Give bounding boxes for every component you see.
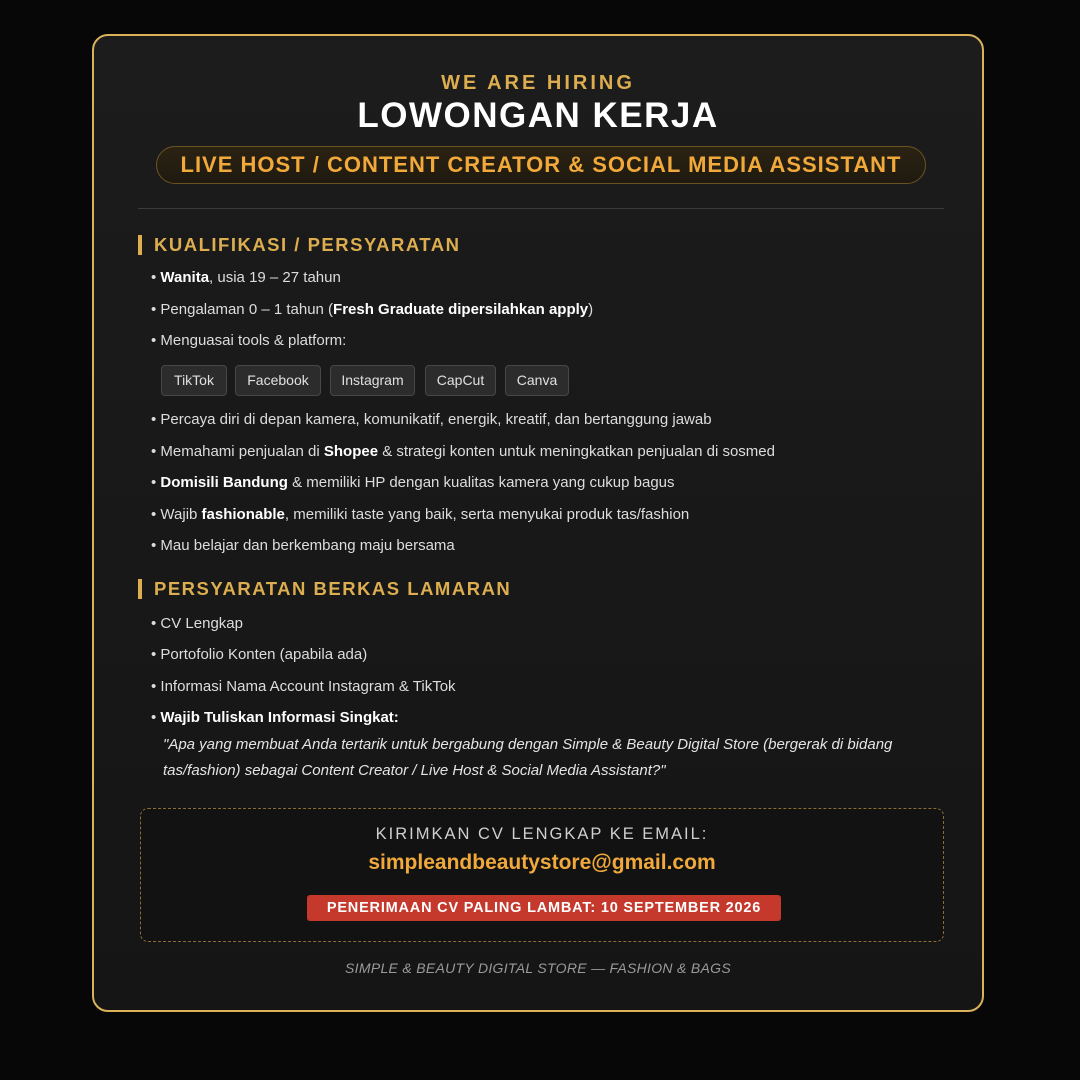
tool-tag-instagram: Instagram	[330, 365, 415, 396]
poster-title: LOWONGAN KERJA	[357, 96, 719, 135]
list-item: • Pengalaman 0 – 1 tahun (Fresh Graduate dipersilahkan apply)	[151, 301, 594, 318]
email-label: KIRIMKAN CV LENGKAP KE EMAIL:	[375, 825, 709, 843]
position-pill: LIVE HOST / CONTENT CREATOR & SOCIAL MEDIA ASSISTANT	[156, 146, 926, 184]
email-address[interactable]: simpleandbeautystore@gmail.com	[368, 851, 716, 874]
job-poster-card	[92, 34, 984, 1012]
question-quote: "Apa yang membuat Anda tertarik untuk bergabung dengan Simple & Beauty Digital Store (bergerak di bidang tas/fashion) sebagai Content Creator / Live Host & Social Media Assistant?"	[163, 736, 893, 779]
deadline-badge: PENERIMAAN CV PALING LAMBAT: 10 SEPTEMBER 2026	[307, 895, 781, 921]
list-item: • Wanita, usia 19 – 27 tahun	[151, 269, 341, 286]
list-item: • CV Lengkap	[151, 615, 243, 632]
list-item: • Memahami penjualan di Shopee & strategi konten untuk meningkatkan penjualan di sosmed	[151, 443, 775, 460]
list-item: • Informasi Nama Account Instagram & TikTok	[151, 678, 456, 695]
list-item: • Wajib fashionable, memiliki taste yang baik, serta menyukai produk tas/fashion	[151, 506, 690, 523]
hiring-eyebrow: WE ARE HIRING	[441, 72, 635, 94]
list-item: • Mau belajar dan berkembang maju bersama	[151, 537, 455, 554]
footer-text: SIMPLE & BEAUTY DIGITAL STORE — FASHION & BAGS	[345, 960, 731, 976]
list-item: • Menguasai tools & platform:	[151, 332, 347, 349]
tool-tag-tiktok: TikTok	[161, 365, 227, 396]
tool-tag-capcut: CapCut	[425, 365, 496, 396]
documents-heading: PERSYARATAN BERKAS LAMARAN	[138, 579, 511, 599]
qualifications-heading: KUALIFIKASI / PERSYARATAN	[138, 235, 460, 255]
email-box	[140, 808, 944, 942]
list-item: • Percaya diri di depan kamera, komunikatif, energik, kreatif, dan bertanggung jawab	[151, 411, 712, 428]
tool-tag-canva: Canva	[505, 365, 569, 396]
list-item: • Portofolio Konten (apabila ada)	[151, 646, 368, 663]
tool-tag-facebook: Facebook	[235, 365, 321, 396]
divider	[138, 208, 944, 209]
list-item: • Domisili Bandung & memiliki HP dengan kualitas kamera yang cukup bagus	[151, 474, 675, 491]
list-item: • Wajib Tuliskan Informasi Singkat:	[151, 709, 399, 726]
